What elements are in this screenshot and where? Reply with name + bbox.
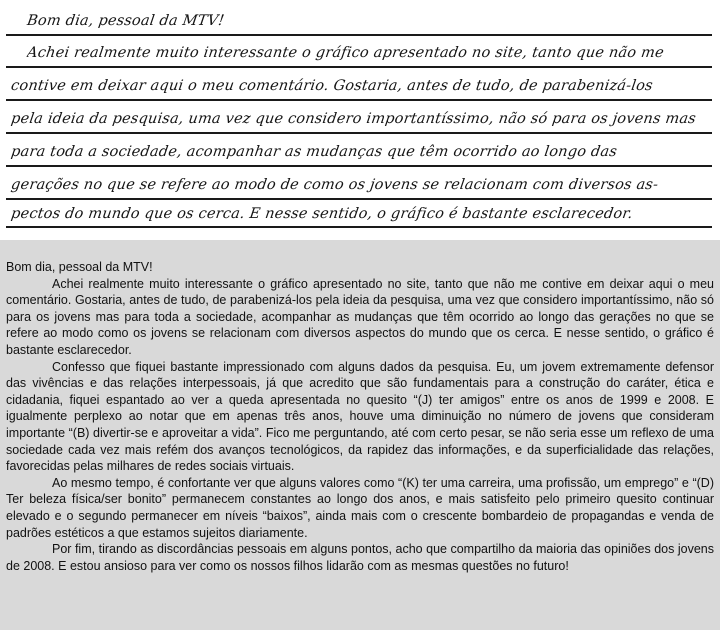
transcription-paragraph: Ao mesmo tempo, é confortante ver que alguns valores como “(K) ter uma carreira, uma profissão, um emprego” e “(D) Ter beleza física/ser bonito” permanecem constantes ao longo dos anos, e mais satisfeito pelo primeiro quesito continuar elevado e o segundo permanecer em níveis “baixos”, ainda mais com o crescente bombardeio de propagandas e venda de padrões estéticos a que estamos sujeitos diariamente.: [6, 475, 714, 540]
ruled-line: [6, 132, 712, 134]
handwritten-letter: [0, 0, 720, 234]
ruled-line: [6, 66, 712, 68]
handwritten-line: contive em deixar aqui o meu comentário. Gostaria, antes de tudo, de parabenizá-los: [10, 78, 654, 94]
handwritten-line: pectos do mundo que os cerca. E nesse sentido, o gráfico é bastante esclarecedor.: [10, 206, 634, 222]
transcription-paragraph: Por fim, tirando as discordâncias pessoais em alguns pontos, acho que compartilho da maioria das opiniões dos jovens de 2008. E estou ansioso para ver como os nossos filhos lidarão com as mesmas questões no futuro!: [6, 542, 714, 573]
transcription-greeting: Bom dia, pessoal da MTV!: [6, 260, 153, 274]
transcription-paragraph: Confesso que fiquei bastante impressionado com alguns dados da pesquisa. Eu, um jovem extremamente defensor das vivências e das relações interpessoais, já que acredito que são fundamentais para a construção do caráter, ética e cidadania, fiquei espantado ao ver a queda apresentada no quesito “(J) ter amigos” entre os anos de 1999 e 2008. E igualmente perplexo ao notar que em apenas três anos, houve uma diminuição no número de jovens que consideram importante “(B) divertir-se e aproveitar a vida”. Fico me perguntando, até com certo pesar, se não seria esse um reflexo de uma sociedade cada vez mais refém dos avanços tecnológicos, da rapidez das informações, e da superficialidade das relações, favorecidas pelas milhares de redes sociais virtuais.: [6, 359, 714, 474]
handwritten-line: pela ideia da pesquisa, uma vez que considero importantíssimo, não só para os jovens mas: [10, 111, 698, 127]
ruled-line: [6, 165, 712, 167]
ruled-line: [6, 99, 712, 101]
handwritten-line-greeting: Bom dia, pessoal da MTV!: [26, 13, 226, 29]
handwritten-line: para toda a sociedade, acompanhar as mudanças que têm ocorrido ao longo das: [10, 144, 619, 160]
ruled-line: [6, 226, 712, 228]
transcription-paragraph: Achei realmente muito interessante o gráfico apresentado no site, tanto que não me contive em deixar aqui o meu comentário. Gostaria, antes de tudo, de parabenizá-los pela ideia da pesquisa, uma vez que considero importantíssimo, não só para os jovens mas para toda a sociedade, acompanhar as mudanças que têm ocorrido ao longo das gerações no que se refere ao modo como os jovens se relacionam com diversos aspectos do mundo que os cerca. E nesse sentido, o gráfico é bastante esclarecedor.: [6, 276, 714, 357]
handwritten-line: Achei realmente muito interessante o gráfico apresentado no site, tanto que não me: [26, 45, 665, 61]
handwritten-line: gerações no que se refere ao modo de como os jovens se relacionam com diversos as-: [10, 177, 660, 193]
ruled-line: [6, 34, 712, 36]
ruled-line: [6, 198, 712, 200]
transcription-panel: [0, 240, 720, 630]
